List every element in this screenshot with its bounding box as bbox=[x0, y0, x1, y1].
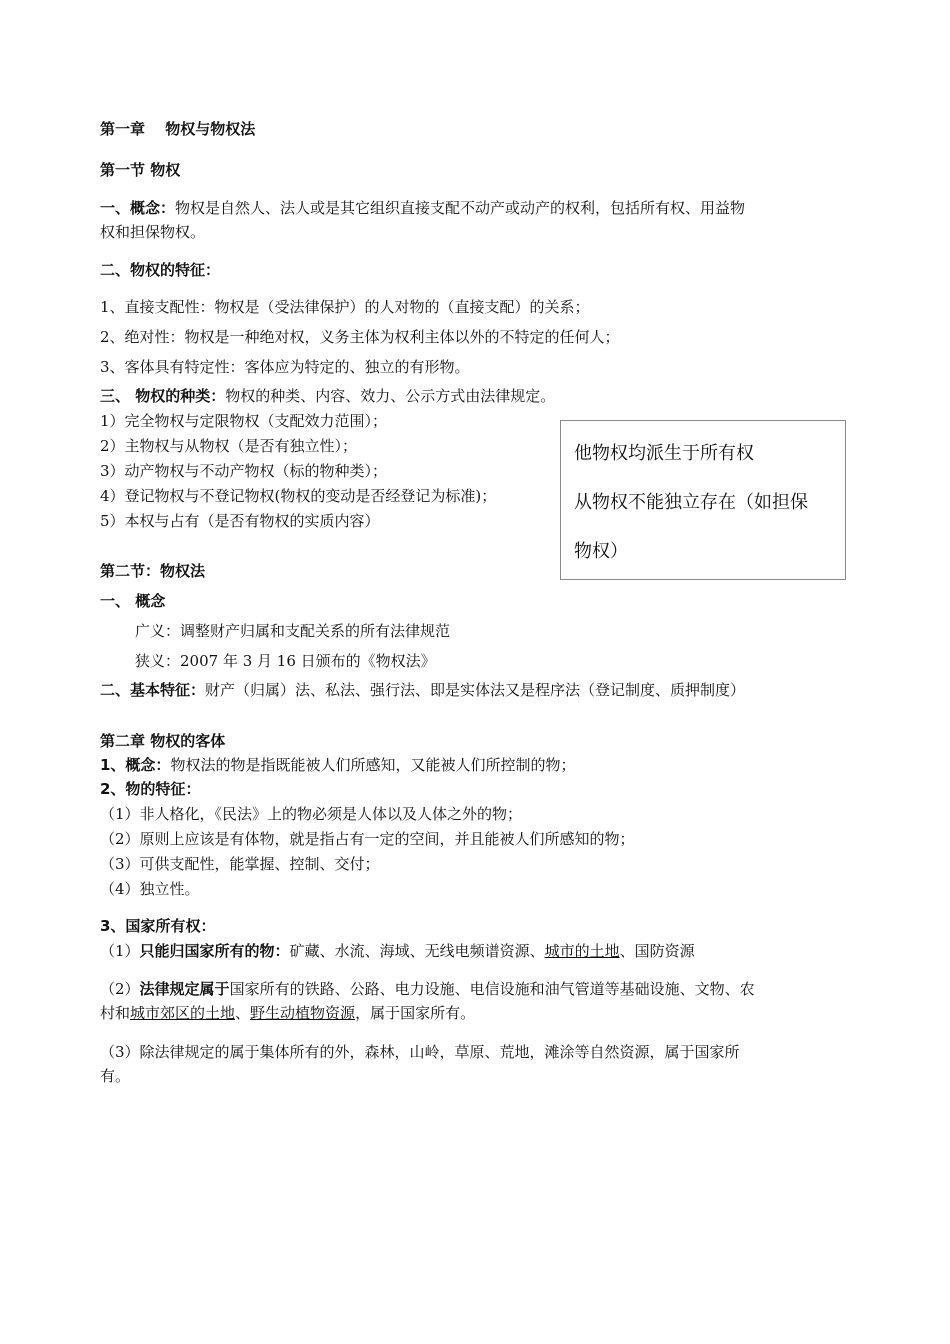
ch2-concept-label: 1、概念： bbox=[100, 756, 171, 774]
item2-underline2: 野生动植物资源 bbox=[250, 1004, 356, 1022]
ch2-feature-item: （4）独立性。 bbox=[100, 880, 200, 898]
type-item: 2）主物权与从物权（是否有独立性）； bbox=[100, 437, 358, 455]
section2-title: 第二节：物权法 bbox=[100, 562, 206, 580]
type-item: 4）登记物权与不登记物权(物权的变动是否经登记为标准)； bbox=[100, 487, 497, 505]
basic-features-line bbox=[100, 679, 745, 701]
item2-bold: 法律规定属于 bbox=[139, 980, 230, 998]
item2-sep: 、 bbox=[235, 1004, 251, 1022]
item1-text1: 矿藏、水流、海域、无线电频谱资源、 bbox=[289, 942, 545, 960]
concept-label: 一、概念： bbox=[100, 199, 176, 217]
section1-title: 第一节 物权 bbox=[100, 161, 181, 179]
note-box bbox=[560, 420, 846, 580]
ch2-features-heading: 2、物的特征： bbox=[100, 780, 201, 798]
concept-line1 bbox=[100, 197, 745, 219]
chapter2-title: 第二章 物权的客体 bbox=[100, 732, 226, 750]
s2-concept-heading: 一、 概念 bbox=[100, 592, 166, 610]
ch2-feature-item: （1）非人格化，《民法》上的物必须是人体以及人体之外的物； bbox=[100, 805, 523, 823]
state-ownership-heading: 3、国家所有权： bbox=[100, 917, 216, 935]
basic-features-text: 财产（归属）法、私法、强行法、即是实体法又是程序法（登记制度、质押制度） bbox=[205, 681, 746, 699]
state-item3-line2: 有。 bbox=[100, 1067, 131, 1085]
item2-underline1: 城市郊区的土地 bbox=[130, 1004, 236, 1022]
note-line3: 物权） bbox=[574, 541, 628, 562]
note-line2: 从物权不能独立存在（如担保 bbox=[574, 492, 808, 513]
basic-features-label: 二、基本特征： bbox=[100, 681, 206, 699]
item1-text2: 、国防资源 bbox=[619, 942, 695, 960]
feature-item: 2、绝对性：物权是一种绝对权，义务主体为权利主体以外的不特定的任何人； bbox=[100, 328, 620, 346]
item1-bold: 只能归国家所有的物： bbox=[139, 942, 290, 960]
item2-text3: ，属于国家所有。 bbox=[355, 1004, 476, 1022]
ch2-concept-text: 物权法的物是指既能被人们所感知，又能被人们所控制的物； bbox=[170, 756, 576, 774]
feature-item: 1、直接支配性：物权是（受法律保护）的人对物的（直接支配）的关系； bbox=[100, 298, 590, 316]
type-item: 1）完全物权与定限物权（支配效力范围）； bbox=[100, 412, 388, 430]
state-item2-line1 bbox=[100, 978, 755, 1000]
note-line1: 他物权均派生于所有权 bbox=[574, 443, 754, 464]
chapter1-title: 第一章 物权与物权法 bbox=[100, 120, 256, 138]
types-line bbox=[100, 385, 555, 407]
type-item: 5）本权与占有（是否有物权的实质内容） bbox=[100, 512, 380, 530]
features-heading: 二、物权的特征： bbox=[100, 261, 221, 279]
feature-item: 3、客体具有特定性：客体应为特定的、独立的有形物。 bbox=[100, 358, 470, 376]
concept-line2: 权和担保物权。 bbox=[100, 223, 206, 241]
ch2-concept-line bbox=[100, 754, 575, 776]
state-item1 bbox=[100, 940, 695, 962]
item2-prefix: （2） bbox=[100, 980, 140, 998]
types-text: 物权的种类、内容、效力、公示方式由法律规定。 bbox=[225, 387, 556, 405]
ch2-feature-item: （3）可供支配性，能掌握、控制、交付； bbox=[100, 855, 380, 873]
item2-text1: 国家所有的铁路、公路、电力设施、电信设施和油气管道等基础设施、文物、农 bbox=[229, 980, 755, 998]
type-item: 3）动产物权与不动产物权（标的物种类）； bbox=[100, 462, 388, 480]
concept-text1: 物权是自然人、法人或是其它组织直接支配不动产或动产的权利，包括所有权、用益物 bbox=[175, 199, 746, 217]
state-item2-line2 bbox=[100, 1002, 475, 1024]
narrow-definition: 狭义：2007 年 3 月 16 日颁布的《物权法》 bbox=[135, 652, 436, 670]
ch2-feature-item: （2）原则上应该是有体物，就是指占有一定的空间，并且能被人们所感知的物； bbox=[100, 830, 635, 848]
item1-prefix: （1） bbox=[100, 942, 140, 960]
item2-text2: 村和 bbox=[100, 1004, 131, 1022]
state-item3-line1: （3）除法律规定的属于集体所有的外，森林，山岭，草原、荒地，滩涂等自然资源，属于国家所 bbox=[100, 1043, 740, 1061]
types-label: 三、 物权的种类： bbox=[100, 387, 226, 405]
broad-definition: 广义：调整财产归属和支配关系的所有法律规范 bbox=[135, 622, 451, 640]
item1-underline: 城市的土地 bbox=[544, 942, 620, 960]
